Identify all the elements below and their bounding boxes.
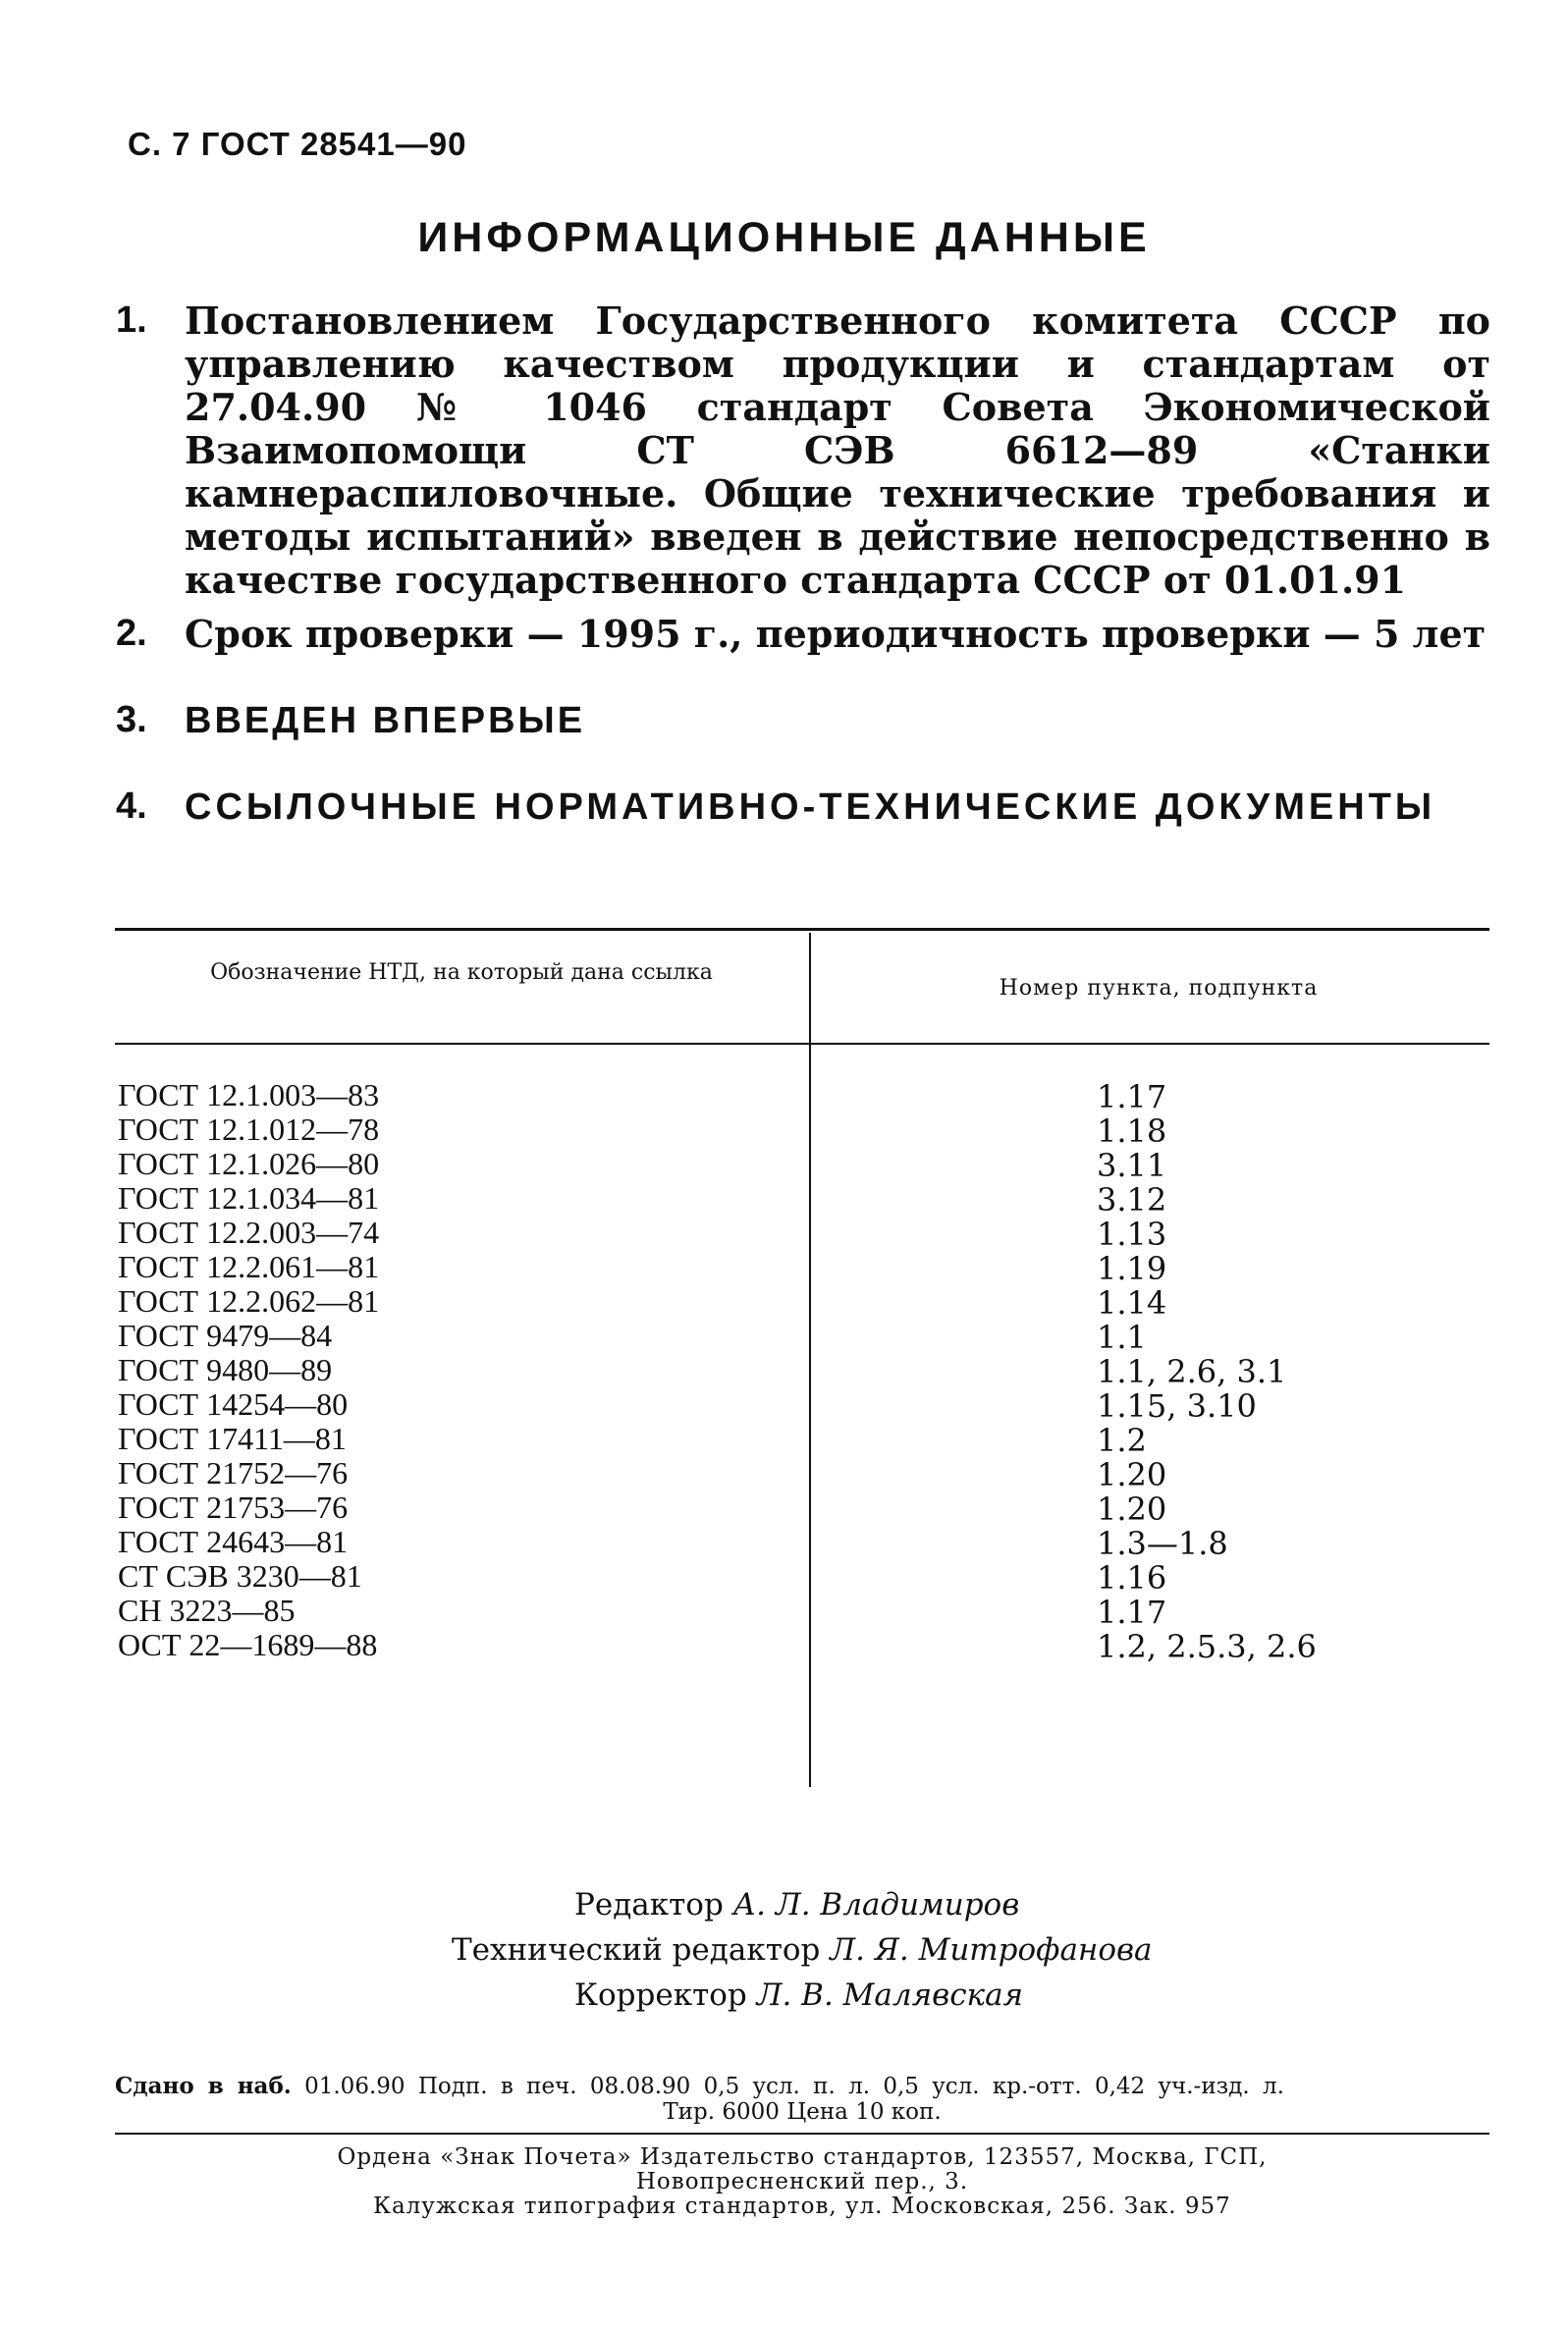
print-info-details: 01.06.90 Подп. в печ. 08.08.90 0,5 усл. п. л. 0,5 усл. кр.-отт. 0,42 уч.-изд. л.: [304, 2074, 1284, 2099]
table-cell-doc: ГОСТ 12.2.062—81: [118, 1283, 380, 1319]
publisher-line-1: Ордена «Знак Почета» Издательство стандартов, 123557, Москва, ГСП,: [337, 2144, 1268, 2170]
table-cell-doc: ОСТ 22—1689—88: [118, 1627, 378, 1662]
table-cell-doc: ГОСТ 21753—76: [118, 1489, 349, 1525]
publisher-line-3: Калужская типография стандартов, ул. Московская, 256. Зак. 957: [373, 2194, 1231, 2219]
table-cell-ref: 1.17: [1097, 1078, 1167, 1115]
table-column-divider: [809, 933, 811, 1787]
table-cell-doc: ГОСТ 9480—89: [118, 1352, 333, 1387]
info-item-3: [116, 699, 1490, 742]
table-cell-ref: 3.11: [1097, 1147, 1167, 1184]
table-cell-ref: 1.14: [1097, 1284, 1167, 1322]
table-cell-doc: ГОСТ 21752—76: [118, 1455, 349, 1490]
table-cell-ref: 3.12: [1097, 1181, 1167, 1219]
credit-role: Корректор: [574, 1977, 747, 2013]
publisher-line-2: Новопресненский пер., 3.: [635, 2169, 969, 2194]
print-info: [115, 2074, 1489, 2125]
table-cell-ref: 1.1: [1097, 1319, 1147, 1356]
info-item-2: [116, 613, 1490, 656]
credit-person: Л. В. Малявская: [756, 1977, 1024, 2013]
item-number: 1.: [116, 299, 147, 341]
info-item-1: [116, 299, 1490, 602]
item-text: ССЫЛОЧНЫЕ НОРМАТИВНО-ТЕХНИЧЕСКИЕ ДОКУМЕНТЫ: [185, 786, 1436, 828]
credit-proofreader: [574, 1973, 1023, 2018]
table-column-documents: [118, 1078, 785, 1662]
table-cell-doc: ГОСТ 14254—80: [118, 1386, 349, 1422]
table-cell-doc: СТ СЭВ 3230—81: [118, 1558, 362, 1594]
item-text: Постановлением Государственного комитета СССР по управлению качеством продукции и стандартам от 27.04.90 № 1046 стандарт Совета Экономической Взаимопомощи СТ СЭВ 6612—89 «Станки камнераспиловочные. Общие технические требования и методы испытаний» введен в действие непосредственно в качестве государственного стандарта СССР от 01.01.91: [185, 298, 1490, 602]
item-number: 4.: [116, 785, 147, 827]
table-header-rule: [115, 1043, 1489, 1045]
publisher-info: [115, 2145, 1489, 2219]
table-cell-ref: 1.3—1.8: [1097, 1525, 1228, 1562]
credit-person: А. Л. Владимиров: [732, 1887, 1020, 1923]
table-cell-doc: ГОСТ 12.1.003—83: [118, 1077, 380, 1112]
info-item-4: [116, 785, 1490, 829]
credit-role: Технический редактор: [452, 1932, 821, 1968]
item-text: ВВЕДЕН ВПЕРВЫЕ: [185, 700, 586, 741]
print-info-lead: Сдано в наб.: [115, 2073, 292, 2099]
table-header-clause: Номер пункта, подпункта: [999, 976, 1319, 1001]
footer-rule: [115, 2133, 1489, 2135]
credit-role: Редактор: [574, 1887, 724, 1923]
table-cell-ref: 1.13: [1097, 1216, 1167, 1253]
table-cell-ref: 1.15, 3.10: [1097, 1387, 1257, 1425]
table-header-document: Обозначение НТД, на который дана ссылка: [210, 960, 713, 985]
table-cell-ref: 1.16: [1097, 1559, 1167, 1597]
table-column-clauses: [1097, 1080, 1489, 1664]
page-header: С. 7 ГОСТ 28541—90: [128, 126, 467, 162]
table-cell-doc: ГОСТ 24643—81: [118, 1524, 349, 1559]
table-cell-ref: 1.17: [1097, 1594, 1167, 1631]
table-top-rule: [115, 928, 1489, 931]
table-cell-ref: 1.20: [1097, 1456, 1167, 1493]
item-number: 3.: [116, 699, 147, 740]
table-cell-ref: 1.20: [1097, 1490, 1167, 1528]
table-cell-ref: 1.2: [1097, 1422, 1147, 1459]
credit-person: Л. Я. Митрофанова: [830, 1932, 1153, 1968]
table-cell-doc: ГОСТ 12.2.061—81: [118, 1249, 380, 1284]
print-info-line-2: Тир. 6000 Цена 10 коп.: [663, 2099, 942, 2125]
credit-tech-editor: [452, 1927, 1153, 1973]
table-cell-doc: ГОСТ 12.2.003—74: [118, 1215, 380, 1250]
item-number: 2.: [116, 613, 147, 654]
item-text: Срок проверки — 1995 г., периодичность проверки — 5 лет: [185, 612, 1487, 656]
table-cell-ref: 1.19: [1097, 1250, 1167, 1287]
table-cell-doc: ГОСТ 12.1.026—80: [118, 1146, 380, 1181]
print-info-line-1: [115, 2074, 1489, 2099]
table-cell-ref: 1.2, 2.5.3, 2.6: [1097, 1628, 1317, 1665]
table-cell-doc: ГОСТ 12.1.034—81: [118, 1180, 380, 1216]
table-cell-doc: ГОСТ 9479—84: [118, 1318, 333, 1353]
section-title: ИНФОРМАЦИОННЫЕ ДАННЫЕ: [417, 214, 1151, 261]
table-cell-ref: 1.1, 2.6, 3.1: [1097, 1353, 1287, 1390]
table-cell-ref: 1.18: [1097, 1112, 1167, 1150]
table-cell-doc: СН 3223—85: [118, 1593, 296, 1628]
table-cell-doc: ГОСТ 12.1.012—78: [118, 1111, 380, 1147]
table-cell-doc: ГОСТ 17411—81: [118, 1421, 347, 1456]
credit-editor: [574, 1882, 1019, 1927]
